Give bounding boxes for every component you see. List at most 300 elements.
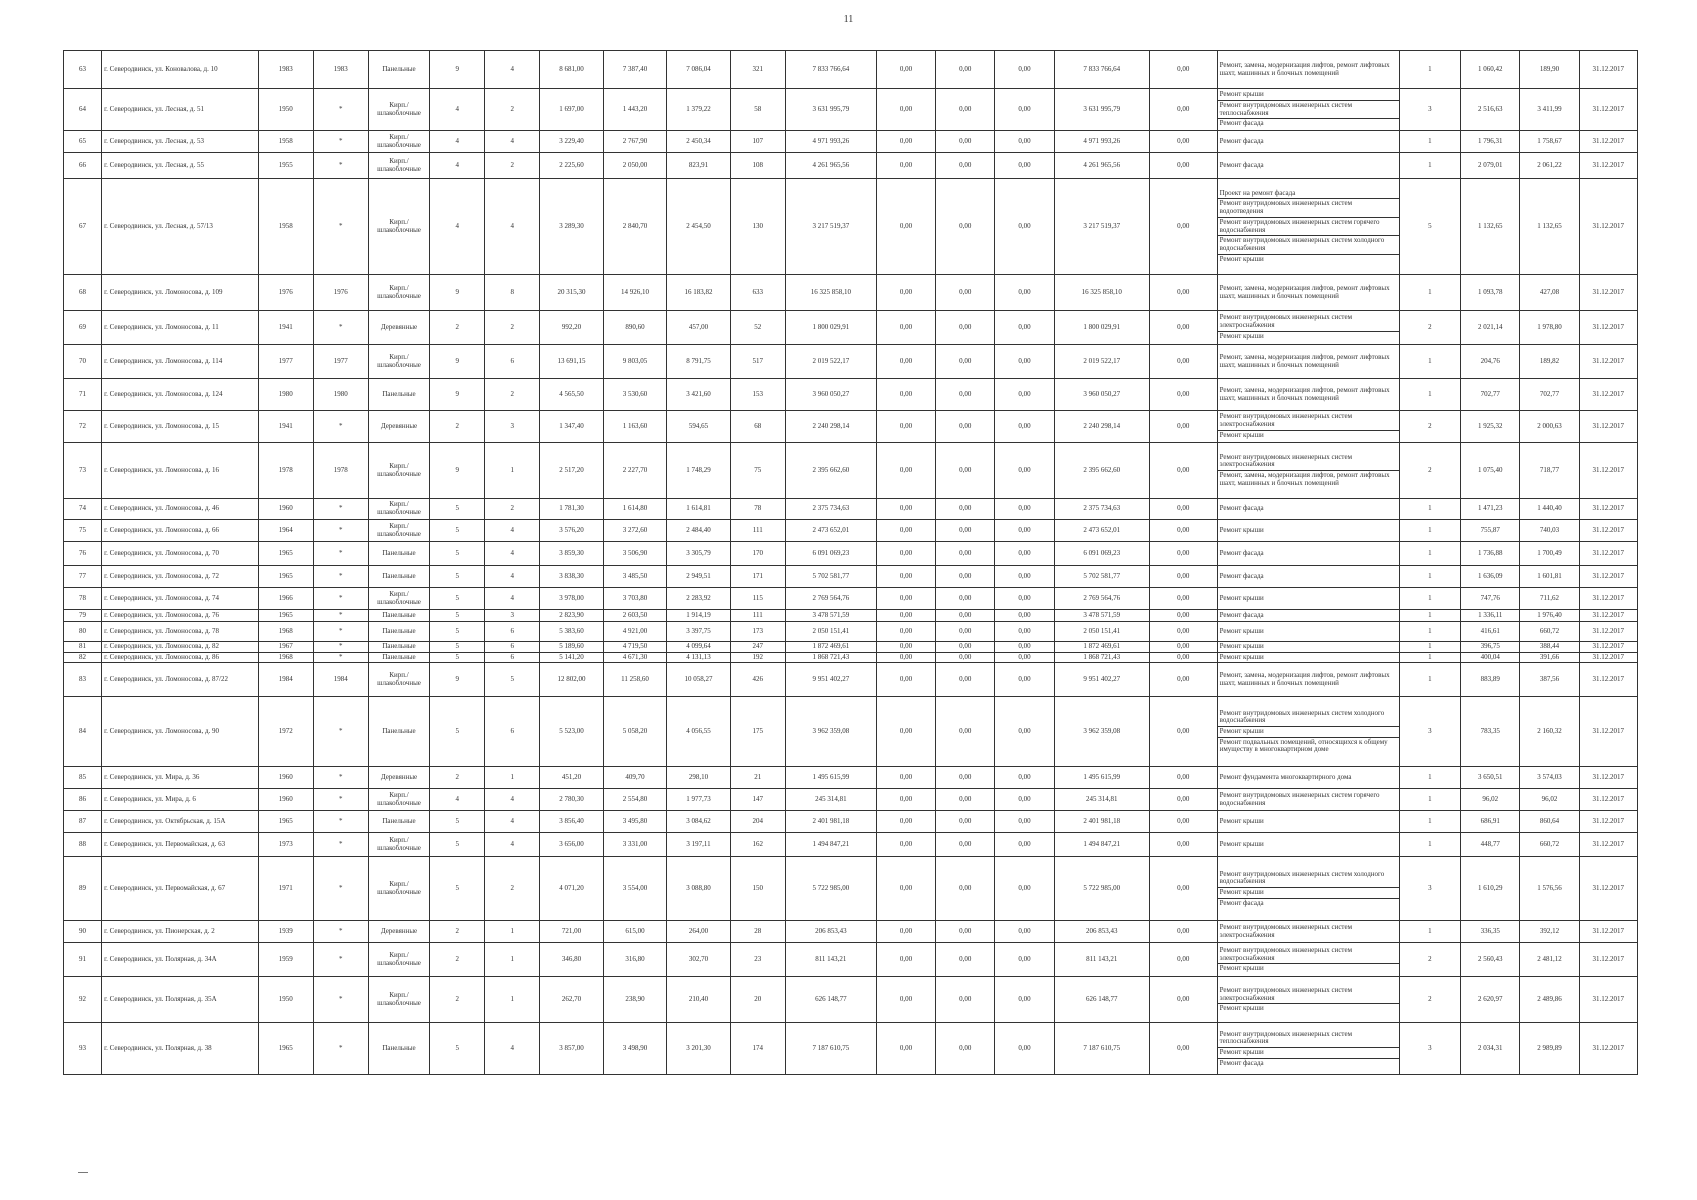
living-area-cell: 890,60 bbox=[603, 311, 667, 345]
floors-cell: 5 bbox=[430, 542, 485, 566]
works-list-cell bbox=[1217, 520, 1399, 542]
total-area-cell: 20 315,30 bbox=[540, 275, 604, 311]
local-budget-cell: 0,00 bbox=[995, 51, 1054, 89]
regional-budget-cell: 0,00 bbox=[936, 789, 995, 811]
floors-cell: 5 bbox=[430, 610, 485, 622]
max-unit-cost-cell: 1 978,80 bbox=[1520, 311, 1579, 345]
address-cell: г. Северодвинск, ул. Первомайская, д. 63 bbox=[102, 833, 259, 857]
work-item: Ремонт крыши bbox=[1218, 888, 1399, 899]
federal-fund-cell: 0,00 bbox=[876, 789, 935, 811]
page-number: 11 bbox=[843, 14, 854, 25]
deadline-cell: 31.12.2017 bbox=[1579, 566, 1637, 588]
other-funds-cell: 0,00 bbox=[1149, 610, 1217, 622]
address-cell: г. Северодвинск, ул. Ломоносова, д. 74 bbox=[102, 588, 259, 610]
residential-area-cell: 3 088,80 bbox=[667, 857, 731, 921]
entrances-cell: 4 bbox=[485, 520, 540, 542]
residential-area-cell: 4 099,64 bbox=[667, 642, 731, 653]
unit-cost-cell: 2 079,01 bbox=[1461, 153, 1520, 179]
regional-budget-cell: 0,00 bbox=[936, 499, 995, 520]
row-number: 82 bbox=[64, 652, 102, 663]
living-area-cell: 3 554,00 bbox=[603, 857, 667, 921]
works-count-cell: 1 bbox=[1399, 833, 1460, 857]
residents-cell: 633 bbox=[730, 275, 785, 311]
max-unit-cost-cell: 1 601,81 bbox=[1520, 566, 1579, 588]
residents-cell: 115 bbox=[730, 588, 785, 610]
floors-cell: 2 bbox=[430, 977, 485, 1023]
work-item: Ремонт внутридомовых инженерных систем электроснабжения bbox=[1219, 923, 1353, 939]
year-built-cell: 1960 bbox=[258, 499, 313, 520]
wall-material-cell: Панельные bbox=[368, 622, 429, 642]
year-built-cell: 1955 bbox=[258, 153, 313, 179]
residents-cell: 247 bbox=[730, 642, 785, 653]
max-unit-cost-cell: 3 574,03 bbox=[1520, 767, 1579, 789]
work-item: Ремонт крыши bbox=[1219, 331, 1264, 340]
row-number: 90 bbox=[64, 921, 102, 943]
work-item: Ремонт крыши bbox=[1219, 525, 1264, 534]
work-item: Ремонт внутридомовых инженерных систем холодного водоснабжения bbox=[1218, 870, 1399, 888]
table-row bbox=[64, 789, 1638, 811]
address-cell: г. Северодвинск, ул. Лесная, д. 57/13 bbox=[102, 179, 259, 275]
address-cell: г. Северодвинск, ул. Полярная, д. 38 bbox=[102, 1023, 259, 1075]
federal-fund-cell: 0,00 bbox=[876, 566, 935, 588]
federal-fund-cell: 0,00 bbox=[876, 642, 935, 653]
wall-material-cell: Деревянные bbox=[368, 767, 429, 789]
address-cell: г. Северодвинск, ул. Ломоносова, д. 66 bbox=[102, 520, 259, 542]
table-row bbox=[64, 345, 1638, 379]
federal-fund-cell: 0,00 bbox=[876, 411, 935, 443]
federal-fund-cell: 0,00 bbox=[876, 663, 935, 697]
year-commission-cell: 1980 bbox=[313, 379, 368, 411]
deadline-cell: 31.12.2017 bbox=[1579, 379, 1637, 411]
entrances-cell: 6 bbox=[485, 642, 540, 653]
local-budget-cell: 0,00 bbox=[995, 131, 1054, 153]
row-number: 68 bbox=[64, 275, 102, 311]
total-area-cell: 12 802,00 bbox=[540, 663, 604, 697]
living-area-cell: 11 258,60 bbox=[603, 663, 667, 697]
floors-cell: 2 bbox=[430, 311, 485, 345]
living-area-cell: 1 614,80 bbox=[603, 499, 667, 520]
row-number: 67 bbox=[64, 179, 102, 275]
row-number: 93 bbox=[64, 1023, 102, 1075]
row-number: 70 bbox=[64, 345, 102, 379]
total-area-cell: 1 347,40 bbox=[540, 411, 604, 443]
floors-cell: 2 bbox=[430, 767, 485, 789]
local-budget-cell: 0,00 bbox=[995, 89, 1054, 131]
wall-material-cell: Панельные bbox=[368, 642, 429, 653]
residents-cell: 175 bbox=[730, 697, 785, 767]
works-count-cell: 1 bbox=[1399, 345, 1460, 379]
deadline-cell: 31.12.2017 bbox=[1579, 943, 1637, 977]
total-cost-cell: 2 401 981,18 bbox=[785, 811, 876, 833]
max-unit-cost-cell: 660,72 bbox=[1520, 833, 1579, 857]
residential-area-cell: 3 201,30 bbox=[667, 1023, 731, 1075]
table-row bbox=[64, 179, 1638, 275]
local-budget-cell: 0,00 bbox=[995, 542, 1054, 566]
total-area-cell: 2 225,60 bbox=[540, 153, 604, 179]
regional-budget-cell: 0,00 bbox=[936, 663, 995, 697]
table-row bbox=[64, 153, 1638, 179]
regional-budget-cell: 0,00 bbox=[936, 652, 995, 663]
owners-funds-cell: 3 217 519,37 bbox=[1054, 179, 1149, 275]
year-built-cell: 1972 bbox=[258, 697, 313, 767]
table-row bbox=[64, 857, 1638, 921]
deadline-cell: 31.12.2017 bbox=[1579, 652, 1637, 663]
other-funds-cell: 0,00 bbox=[1149, 520, 1217, 542]
total-cost-cell: 2 395 662,60 bbox=[785, 443, 876, 499]
regional-budget-cell: 0,00 bbox=[936, 833, 995, 857]
year-commission-cell: * bbox=[313, 652, 368, 663]
max-unit-cost-cell: 740,03 bbox=[1520, 520, 1579, 542]
residential-area-cell: 2 450,34 bbox=[667, 131, 731, 153]
year-built-cell: 1984 bbox=[258, 663, 313, 697]
total-cost-cell: 6 091 069,23 bbox=[785, 542, 876, 566]
total-area-cell: 3 656,00 bbox=[540, 833, 604, 857]
regional-budget-cell: 0,00 bbox=[936, 943, 995, 977]
max-unit-cost-cell: 2 989,89 bbox=[1520, 1023, 1579, 1075]
other-funds-cell: 0,00 bbox=[1149, 179, 1217, 275]
federal-fund-cell: 0,00 bbox=[876, 977, 935, 1023]
work-item: Ремонт крыши bbox=[1218, 1048, 1399, 1059]
residential-area-cell: 2 949,51 bbox=[667, 566, 731, 588]
local-budget-cell: 0,00 bbox=[995, 977, 1054, 1023]
regional-budget-cell: 0,00 bbox=[936, 1023, 995, 1075]
entrances-cell: 1 bbox=[485, 977, 540, 1023]
works-list-cell bbox=[1217, 767, 1399, 789]
living-area-cell: 2 840,70 bbox=[603, 179, 667, 275]
residential-area-cell: 8 791,75 bbox=[667, 345, 731, 379]
year-commission-cell: * bbox=[313, 1023, 368, 1075]
wall-material-cell: Кирп./ шлакоблочные bbox=[368, 857, 429, 921]
residential-area-cell: 3 305,79 bbox=[667, 542, 731, 566]
living-area-cell: 5 058,20 bbox=[603, 697, 667, 767]
works-list-cell bbox=[1217, 89, 1399, 131]
work-item: Ремонт внутридомовых инженерных систем электроснабжения bbox=[1218, 946, 1399, 964]
total-cost-cell: 2 375 734,63 bbox=[785, 499, 876, 520]
works-list-cell bbox=[1217, 179, 1399, 275]
residential-area-cell: 1 614,81 bbox=[667, 499, 731, 520]
regional-budget-cell: 0,00 bbox=[936, 153, 995, 179]
row-number: 87 bbox=[64, 811, 102, 833]
work-item: Ремонт крыши bbox=[1219, 840, 1264, 849]
year-commission-cell: * bbox=[313, 566, 368, 588]
row-number: 64 bbox=[64, 89, 102, 131]
total-area-cell: 3 859,30 bbox=[540, 542, 604, 566]
residents-cell: 21 bbox=[730, 767, 785, 789]
residents-cell: 68 bbox=[730, 411, 785, 443]
works-list-cell bbox=[1217, 811, 1399, 833]
regional-budget-cell: 0,00 bbox=[936, 443, 995, 499]
residents-cell: 28 bbox=[730, 921, 785, 943]
federal-fund-cell: 0,00 bbox=[876, 943, 935, 977]
max-unit-cost-cell: 1 700,49 bbox=[1520, 542, 1579, 566]
year-built-cell: 1941 bbox=[258, 411, 313, 443]
regional-budget-cell: 0,00 bbox=[936, 411, 995, 443]
total-area-cell: 1 697,00 bbox=[540, 89, 604, 131]
wall-material-cell: Кирп./ шлакоблочные bbox=[368, 131, 429, 153]
total-cost-cell: 3 960 050,27 bbox=[785, 379, 876, 411]
entrances-cell: 1 bbox=[485, 943, 540, 977]
deadline-cell: 31.12.2017 bbox=[1579, 833, 1637, 857]
total-cost-cell: 1 494 847,21 bbox=[785, 833, 876, 857]
residents-cell: 321 bbox=[730, 51, 785, 89]
other-funds-cell: 0,00 bbox=[1149, 153, 1217, 179]
address-cell: г. Северодвинск, ул. Ломоносова, д. 82 bbox=[102, 642, 259, 653]
row-number: 83 bbox=[64, 663, 102, 697]
deadline-cell: 31.12.2017 bbox=[1579, 499, 1637, 520]
max-unit-cost-cell: 189,90 bbox=[1520, 51, 1579, 89]
address-cell: г. Северодвинск, ул. Пионерская, д. 2 bbox=[102, 921, 259, 943]
year-commission-cell: * bbox=[313, 622, 368, 642]
row-number: 79 bbox=[64, 610, 102, 622]
works-list-cell bbox=[1217, 542, 1399, 566]
residential-area-cell: 2 283,92 bbox=[667, 588, 731, 610]
unit-cost-cell: 336,35 bbox=[1461, 921, 1520, 943]
row-number: 92 bbox=[64, 977, 102, 1023]
living-area-cell: 2 227,70 bbox=[603, 443, 667, 499]
work-item: Ремонт крыши bbox=[1219, 1004, 1264, 1013]
year-commission-cell: * bbox=[313, 153, 368, 179]
max-unit-cost-cell: 96,02 bbox=[1520, 789, 1579, 811]
residents-cell: 171 bbox=[730, 566, 785, 588]
other-funds-cell: 0,00 bbox=[1149, 789, 1217, 811]
address-cell: г. Северодвинск, ул. Ломоносова, д. 15 bbox=[102, 411, 259, 443]
total-cost-cell: 2 050 151,41 bbox=[785, 622, 876, 642]
deadline-cell: 31.12.2017 bbox=[1579, 345, 1637, 379]
entrances-cell: 4 bbox=[485, 789, 540, 811]
work-item: Ремонт внутридомовых инженерных систем холодного водоснабжения bbox=[1218, 236, 1399, 254]
federal-fund-cell: 0,00 bbox=[876, 153, 935, 179]
owners-funds-cell: 2 240 298,14 bbox=[1054, 411, 1149, 443]
wall-material-cell: Панельные bbox=[368, 652, 429, 663]
works-count-cell: 3 bbox=[1399, 697, 1460, 767]
work-item: Ремонт фасада bbox=[1219, 571, 1264, 580]
max-unit-cost-cell: 391,66 bbox=[1520, 652, 1579, 663]
works-list-cell bbox=[1217, 943, 1399, 977]
works-count-cell: 5 bbox=[1399, 179, 1460, 275]
residential-area-cell: 1 748,29 bbox=[667, 443, 731, 499]
unit-cost-cell: 1 796,31 bbox=[1461, 131, 1520, 153]
federal-fund-cell: 0,00 bbox=[876, 811, 935, 833]
federal-fund-cell: 0,00 bbox=[876, 443, 935, 499]
living-area-cell: 14 926,10 bbox=[603, 275, 667, 311]
year-commission-cell: * bbox=[313, 833, 368, 857]
works-count-cell: 1 bbox=[1399, 379, 1460, 411]
year-commission-cell: * bbox=[313, 542, 368, 566]
total-cost-cell: 2 473 652,01 bbox=[785, 520, 876, 542]
wall-material-cell: Деревянные bbox=[368, 311, 429, 345]
table-row bbox=[64, 443, 1638, 499]
residents-cell: 58 bbox=[730, 89, 785, 131]
max-unit-cost-cell: 860,64 bbox=[1520, 811, 1579, 833]
floors-cell: 5 bbox=[430, 566, 485, 588]
other-funds-cell: 0,00 bbox=[1149, 811, 1217, 833]
federal-fund-cell: 0,00 bbox=[876, 499, 935, 520]
work-item: Ремонт фасада bbox=[1219, 898, 1264, 907]
federal-fund-cell: 0,00 bbox=[876, 542, 935, 566]
max-unit-cost-cell: 387,56 bbox=[1520, 663, 1579, 697]
works-count-cell: 3 bbox=[1399, 857, 1460, 921]
residential-area-cell: 302,70 bbox=[667, 943, 731, 977]
other-funds-cell: 0,00 bbox=[1149, 767, 1217, 789]
unit-cost-cell: 400,04 bbox=[1461, 652, 1520, 663]
total-area-cell: 3 576,20 bbox=[540, 520, 604, 542]
work-item: Ремонт внутридомовых инженерных систем электроснабжения bbox=[1218, 986, 1399, 1004]
local-budget-cell: 0,00 bbox=[995, 566, 1054, 588]
deadline-cell: 31.12.2017 bbox=[1579, 622, 1637, 642]
year-commission-cell: 1976 bbox=[313, 275, 368, 311]
table-body bbox=[64, 51, 1638, 1075]
residential-area-cell: 210,40 bbox=[667, 977, 731, 1023]
owners-funds-cell: 9 951 402,27 bbox=[1054, 663, 1149, 697]
local-budget-cell: 0,00 bbox=[995, 499, 1054, 520]
entrances-cell: 4 bbox=[485, 566, 540, 588]
deadline-cell: 31.12.2017 bbox=[1579, 697, 1637, 767]
total-cost-cell: 245 314,81 bbox=[785, 789, 876, 811]
works-list-cell bbox=[1217, 51, 1399, 89]
register-table-wrapper bbox=[63, 50, 1638, 1075]
work-item: Ремонт фасада bbox=[1219, 160, 1264, 169]
wall-material-cell: Кирп./ шлакоблочные bbox=[368, 179, 429, 275]
regional-budget-cell: 0,00 bbox=[936, 89, 995, 131]
year-built-cell: 1959 bbox=[258, 943, 313, 977]
unit-cost-cell: 204,76 bbox=[1461, 345, 1520, 379]
wall-material-cell: Панельные bbox=[368, 51, 429, 89]
works-count-cell: 1 bbox=[1399, 51, 1460, 89]
year-built-cell: 1968 bbox=[258, 652, 313, 663]
works-list-cell bbox=[1217, 622, 1399, 642]
living-area-cell: 2 554,80 bbox=[603, 789, 667, 811]
unit-cost-cell: 1 736,88 bbox=[1461, 542, 1520, 566]
residential-area-cell: 1 914,19 bbox=[667, 610, 731, 622]
federal-fund-cell: 0,00 bbox=[876, 652, 935, 663]
residential-area-cell: 4 131,13 bbox=[667, 652, 731, 663]
living-area-cell: 4 719,50 bbox=[603, 642, 667, 653]
table-row bbox=[64, 833, 1638, 857]
total-area-cell: 13 691,15 bbox=[540, 345, 604, 379]
deadline-cell: 31.12.2017 bbox=[1579, 789, 1637, 811]
living-area-cell: 9 803,05 bbox=[603, 345, 667, 379]
other-funds-cell: 0,00 bbox=[1149, 542, 1217, 566]
regional-budget-cell: 0,00 bbox=[936, 622, 995, 642]
works-list-cell bbox=[1217, 275, 1399, 311]
row-number: 66 bbox=[64, 153, 102, 179]
work-item: Ремонт крыши bbox=[1219, 652, 1264, 661]
total-area-cell: 8 681,00 bbox=[540, 51, 604, 89]
total-cost-cell: 7 833 766,64 bbox=[785, 51, 876, 89]
residential-area-cell: 4 056,55 bbox=[667, 697, 731, 767]
floors-cell: 5 bbox=[430, 520, 485, 542]
local-budget-cell: 0,00 bbox=[995, 379, 1054, 411]
regional-budget-cell: 0,00 bbox=[936, 131, 995, 153]
table-row bbox=[64, 663, 1638, 697]
living-area-cell: 2 603,50 bbox=[603, 610, 667, 622]
unit-cost-cell: 1 610,29 bbox=[1461, 857, 1520, 921]
local-budget-cell: 0,00 bbox=[995, 345, 1054, 379]
year-built-cell: 1965 bbox=[258, 566, 313, 588]
row-number: 76 bbox=[64, 542, 102, 566]
table-row bbox=[64, 499, 1638, 520]
floors-cell: 9 bbox=[430, 51, 485, 89]
unit-cost-cell: 396,75 bbox=[1461, 642, 1520, 653]
row-number: 75 bbox=[64, 520, 102, 542]
entrances-cell: 6 bbox=[485, 345, 540, 379]
year-built-cell: 1968 bbox=[258, 622, 313, 642]
other-funds-cell: 0,00 bbox=[1149, 131, 1217, 153]
regional-budget-cell: 0,00 bbox=[936, 51, 995, 89]
residential-area-cell: 594,65 bbox=[667, 411, 731, 443]
table-row bbox=[64, 943, 1638, 977]
federal-fund-cell: 0,00 bbox=[876, 311, 935, 345]
works-count-cell: 1 bbox=[1399, 811, 1460, 833]
work-item: Ремонт, замена, модернизация лифтов, ремонт лифтовых шахт, машинных и блочных помещений bbox=[1219, 283, 1390, 300]
address-cell: г. Северодвинск, ул. Первомайская, д. 67 bbox=[102, 857, 259, 921]
entrances-cell: 4 bbox=[485, 833, 540, 857]
year-built-cell: 1965 bbox=[258, 1023, 313, 1075]
max-unit-cost-cell: 1 758,67 bbox=[1520, 131, 1579, 153]
regional-budget-cell: 0,00 bbox=[936, 542, 995, 566]
works-count-cell: 2 bbox=[1399, 311, 1460, 345]
row-number: 69 bbox=[64, 311, 102, 345]
total-area-cell: 5 189,60 bbox=[540, 642, 604, 653]
local-budget-cell: 0,00 bbox=[995, 921, 1054, 943]
entrances-cell: 3 bbox=[485, 610, 540, 622]
address-cell: г. Северодвинск, ул. Ломоносова, д. 87/22 bbox=[102, 663, 259, 697]
year-commission-cell: * bbox=[313, 411, 368, 443]
total-cost-cell: 1 800 029,91 bbox=[785, 311, 876, 345]
address-cell: г. Северодвинск, ул. Ломоносова, д. 70 bbox=[102, 542, 259, 566]
row-number: 89 bbox=[64, 857, 102, 921]
other-funds-cell: 0,00 bbox=[1149, 345, 1217, 379]
federal-fund-cell: 0,00 bbox=[876, 1023, 935, 1075]
total-cost-cell: 4 971 993,26 bbox=[785, 131, 876, 153]
residents-cell: 20 bbox=[730, 977, 785, 1023]
residents-cell: 174 bbox=[730, 1023, 785, 1075]
floors-cell: 4 bbox=[430, 789, 485, 811]
address-cell: г. Северодвинск, ул. Ломоносова, д. 46 bbox=[102, 499, 259, 520]
federal-fund-cell: 0,00 bbox=[876, 345, 935, 379]
wall-material-cell: Панельные bbox=[368, 811, 429, 833]
total-cost-cell: 1 495 615,99 bbox=[785, 767, 876, 789]
address-cell: г. Северодвинск, ул. Мира, д. 36 bbox=[102, 767, 259, 789]
other-funds-cell: 0,00 bbox=[1149, 411, 1217, 443]
row-number: 85 bbox=[64, 767, 102, 789]
year-commission-cell: 1984 bbox=[313, 663, 368, 697]
unit-cost-cell: 2 620,97 bbox=[1461, 977, 1520, 1023]
works-list-cell bbox=[1217, 610, 1399, 622]
works-list-cell bbox=[1217, 652, 1399, 663]
work-item: Ремонт, замена, модернизация лифтов, ремонт лифтовых шахт, машинных и блочных помещений bbox=[1219, 471, 1390, 487]
regional-budget-cell: 0,00 bbox=[936, 977, 995, 1023]
residential-area-cell: 1 977,73 bbox=[667, 789, 731, 811]
regional-budget-cell: 0,00 bbox=[936, 857, 995, 921]
year-built-cell: 1966 bbox=[258, 588, 313, 610]
local-budget-cell: 0,00 bbox=[995, 652, 1054, 663]
owners-funds-cell: 2 473 652,01 bbox=[1054, 520, 1149, 542]
address-cell: г. Северодвинск, ул. Ломоносова, д. 78 bbox=[102, 622, 259, 642]
max-unit-cost-cell: 3 411,99 bbox=[1520, 89, 1579, 131]
other-funds-cell: 0,00 bbox=[1149, 379, 1217, 411]
living-area-cell: 2 767,90 bbox=[603, 131, 667, 153]
year-commission-cell: * bbox=[313, 857, 368, 921]
table-row bbox=[64, 311, 1638, 345]
wall-material-cell: Кирп./ шлакоблочные bbox=[368, 663, 429, 697]
table-row bbox=[64, 566, 1638, 588]
table-row bbox=[64, 520, 1638, 542]
floors-cell: 4 bbox=[430, 153, 485, 179]
local-budget-cell: 0,00 bbox=[995, 943, 1054, 977]
total-area-cell: 2 823,90 bbox=[540, 610, 604, 622]
deadline-cell: 31.12.2017 bbox=[1579, 411, 1637, 443]
